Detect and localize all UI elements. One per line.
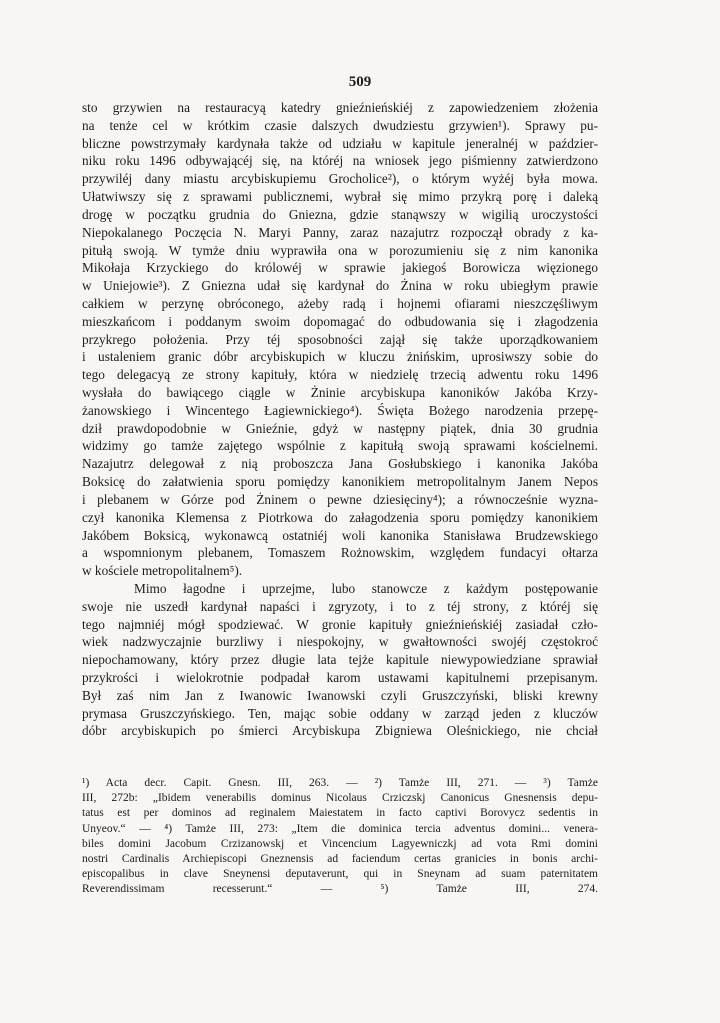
text-line: niepochamowany, który przez długie lata tejże kapitule niewypowiedziane sprawiał	[82, 652, 598, 668]
text-line: drogę w początku grudnia do Gniezna, gdzie stanąwszy w wigilią uroczystości	[82, 206, 598, 222]
text-line: przykrości i wielokrotnie podpadał karom ustawami kapitulnemi przepisanym.	[82, 670, 598, 685]
text-line: Niepokalanego Poczęcia N. Maryi Panny, zaraz nazajutrz rozpoczął obrady z ka-	[82, 224, 598, 240]
text-line: czył kanonika Klemensa z Piotrkowa do załagodzenia sporu pomiędzy kanonikiem	[82, 509, 598, 525]
text-line: Jakóbem Boksicą, wykonawcą ostatniéj woli kanonika Stanisława Brudzewskiego	[82, 527, 598, 543]
text-line: tego najmniéj mógł spodziewać. W gronie kapituły gnieźnieńskiéj zasiadał czło-	[82, 616, 598, 632]
page-number: 509	[348, 74, 372, 90]
text-line: wiek nadzwyczajnie burzliwy i niespokojny, w gwałtowności swojéj częstokroć	[82, 634, 598, 650]
text-line: sto grzywien na restauracyą katedry gnieźnieńskiéj z zapowiedzeniem złożenia	[82, 100, 598, 115]
footnote-line: Reverendissimam recesserunt.“ — ⁵) Tamże III, 274.	[82, 883, 598, 896]
text-line: na tenże cel w krótkim czasie dalszych dwudziestu grzywien¹). Sprawy pu-	[82, 117, 598, 133]
text-line: i plebanem w Górze pod Żninem o pewne dziesięciny⁴); a równocześnie wyzna-	[82, 491, 598, 507]
text-line: i ustaleniem granic dóbr arcybiskupich w kluczu żnińskim, uprosiwszy sobie do	[82, 349, 598, 365]
text-line: dóbr arcybiskupich po śmierci Arcybiskupa Zbigniewa Oleśnickiego, nie chciał	[82, 723, 598, 739]
footnote-line: tatus est per dominos ad reginalem Maiestatem in facto captivi Borovycz sedentis in	[82, 807, 598, 820]
footnote-line: episcopalibus in clave Sneynensi deputaverunt, qui in Sneynam ad suam paternitatem	[82, 868, 598, 881]
text-line: przywiléj dany miastu arcybiskupiemu Grocholice²), o którym wyżéj była mowa.	[82, 171, 598, 187]
footnote-line: nostri Cardinalis Archiepiscopi Gneznensis ad faciendum certas granicies in bonis archi-	[82, 853, 598, 866]
text-line: pitułą swoją. W tymże dniu wyprawiła ona w porozumieniu się z nim kanonika	[82, 242, 598, 258]
text-line: a wspomnionym plebanem, Tomaszem Rożnowskim, względem fundacyi ołtarza	[82, 545, 598, 561]
text-line: prymasa Gruszczyńskiego. Ten, mając sobie oddany w zarząd jeden z kluczów	[82, 705, 598, 721]
footnote-line: Unyeov.“ — ⁴) Tamże III, 273: „Item die dominica tercia adventus domini... venera-	[82, 822, 598, 835]
text-line: w Uniejowie³). Z Gniezna udał się kardynał do Żnina w roku ubiegłym prawie	[82, 278, 598, 294]
text-line: przykrego położenia. Przy téj sposobności zajął się także uporządkowaniem	[82, 331, 598, 347]
footnote-line: III, 272b: „Ibidem venerabilis dominus Nicolaus Crziczskj Canonicus Gnesnensis depu-	[82, 792, 598, 805]
text-line: Ułatwiwszy się z sprawami publicznemi, wybrał się mimo przykrą porę i daleką	[82, 189, 598, 205]
text-line: swoje nie uszedł kardynał napaści i zgryzoty, i to z téj strony, z któréj się	[82, 598, 598, 614]
text-line: całkiem w perzynę obróconego, ażeby radą i hojnemi ofiarami nieszczęśliwym	[82, 295, 598, 311]
text-line: w kościele metropolitalnem⁵).	[82, 563, 243, 579]
text-line: Mikołaja Krzyckiego do królowéj w sprawie jakiegoś Borowicza więzionego	[82, 260, 598, 276]
text-line: dził prawdopodobnie w Gnieźnie, gdyż w następny piątek, dnia 30 grudnia	[82, 420, 598, 436]
text-line: Nazajutrz delegował z nią proboszcza Jana Gosłubskiego i kanonika Jakóba	[82, 456, 598, 472]
text-line: widzimy go tamże zajętego wspólnie z kapitułą swoją sprawami kościelnemi.	[82, 438, 598, 454]
text-line: żanowskiego i Wincentego Łagiewnickiego⁴). Święta Bożego narodzenia przepę-	[82, 402, 598, 418]
footnote-line: ¹) Acta decr. Capit. Gnesn. III, 263. — ²) Tamże III, 271. — ³) Tamże	[82, 777, 598, 789]
main-text	[82, 99, 598, 740]
text-line: tego delegacyą ze strony kapituły, która w niedzielę trzecią adwentu roku 1496	[82, 367, 598, 383]
text-line: mieszkańcom i poddanym swoim dopomagać do odbudowania się i złagodzenia	[82, 313, 598, 329]
footnote-line: biles domini Jacobum Crzizanowskj et Vincencium Lagyewniczkj ad vota Rmi domini	[82, 837, 598, 850]
text-line: Mimo łagodne i uprzejme, lubo stanowcze z każdym postępowanie	[134, 580, 598, 596]
text-line: Był zaś nim Jan z Iwanowic Iwanowski czyli Gruszczyński, bliski krewny	[82, 687, 598, 703]
text-line: wysłała do bawiącego ciągle w Żninie arcybiskupa kanoników Jakóba Krzy-	[82, 385, 598, 400]
footnotes	[82, 776, 598, 898]
text-line: bliczne powstrzymały kardynała także od udziału w kapitule jeneralnéj w paździer-	[82, 135, 598, 151]
text-line: Boksicę do załatwienia sporu pomiędzy kanonikiem metropolitalnym Janem Nepos	[82, 474, 598, 490]
text-line: niku roku 1496 odbywającéj się, na któréj na wniosek jego piśmienny zatwierdzono	[82, 153, 598, 169]
